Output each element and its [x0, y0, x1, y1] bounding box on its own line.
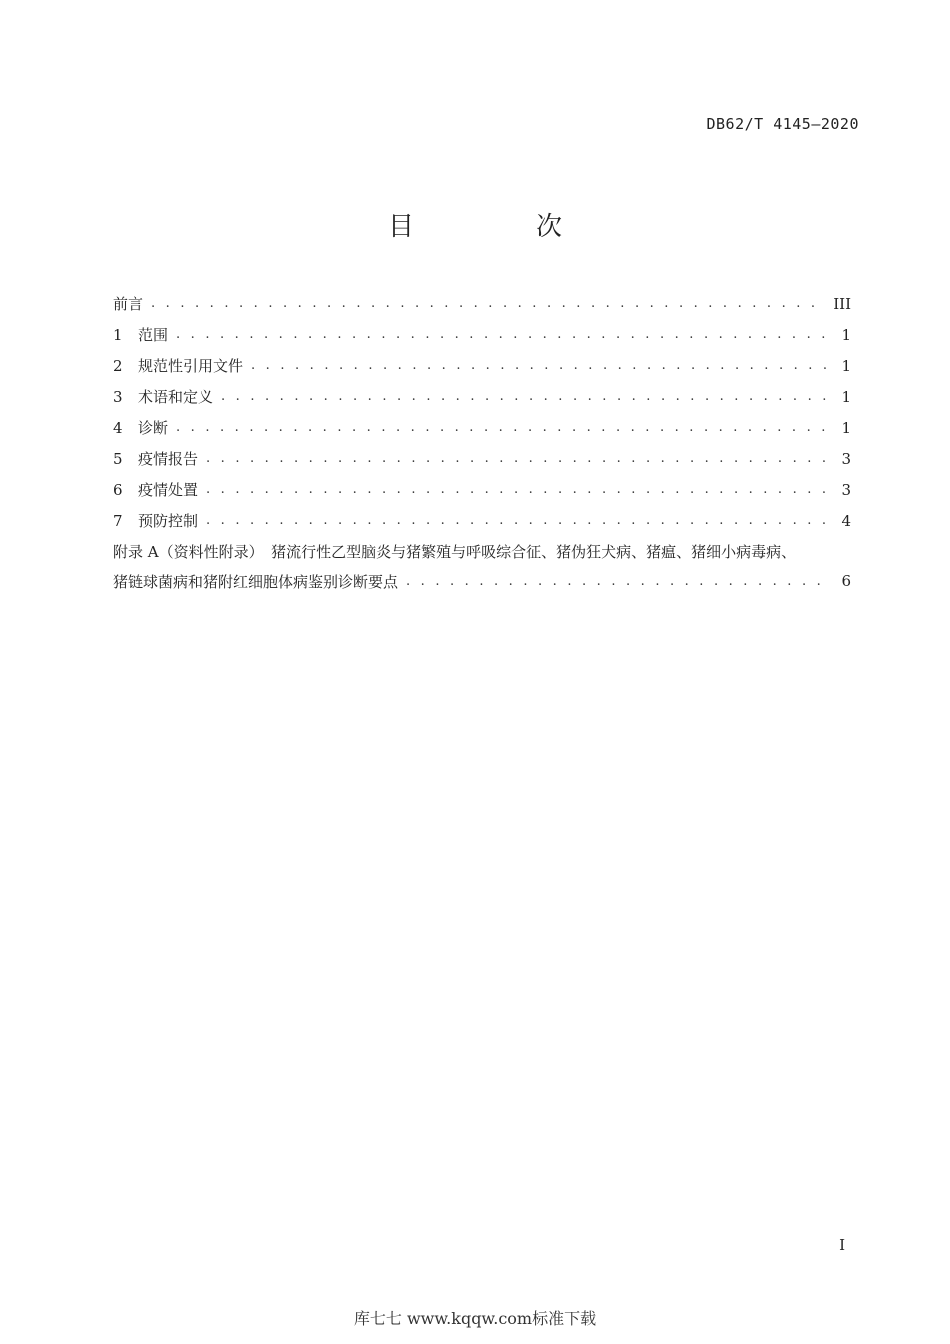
- toc-leader-dots: [251, 358, 829, 373]
- toc-page: 3: [841, 480, 851, 499]
- toc-page: 1: [841, 356, 851, 375]
- toc-entry-7[interactable]: [113, 505, 851, 536]
- toc-leader-dots: [176, 420, 829, 435]
- toc-page: 1: [841, 325, 851, 344]
- toc-entry-1[interactable]: [113, 319, 851, 350]
- toc-leader-dots: [151, 296, 825, 311]
- toc-page: 1: [841, 418, 851, 437]
- toc-appendix-label: 附录 A（资料性附录） 猪流行性乙型脑炎与猪繁殖与呼吸综合征、猪伪狂犬病、猪瘟、猪细小病毒病、: [113, 543, 797, 561]
- toc-label: 疫情处置: [138, 481, 199, 499]
- toc-label: 术语和定义: [138, 388, 214, 406]
- toc-leader-dots: [206, 513, 829, 528]
- toc-label: 范围: [138, 326, 169, 344]
- toc-entry-2[interactable]: [113, 350, 851, 381]
- toc-number: 1: [113, 325, 123, 344]
- toc-page: 6: [841, 572, 851, 590]
- toc-label: 疫情报告: [138, 450, 199, 468]
- toc-number: 6: [113, 480, 123, 499]
- toc-page: III: [833, 294, 851, 313]
- table-of-contents: [113, 288, 851, 595]
- toc-entry-5[interactable]: [113, 443, 851, 474]
- toc-entry-foreword[interactable]: [113, 288, 851, 319]
- toc-label: 前言: [113, 295, 144, 313]
- toc-leader-dots: [176, 327, 829, 342]
- toc-page: 4: [841, 511, 851, 530]
- toc-appendix-label-cont: 猪链球菌病和猪附红细胞体病鉴别诊断要点: [113, 572, 399, 591]
- toc-leader-dots: [221, 389, 829, 404]
- footer-watermark: 库七七 www.kqqw.com标准下载: [353, 1309, 597, 1328]
- toc-number: 2: [113, 356, 123, 375]
- toc-leader-dots: [206, 482, 829, 497]
- toc-label: 规范性引用文件: [138, 357, 244, 375]
- toc-entry-6[interactable]: [113, 474, 851, 505]
- toc-number: 7: [113, 511, 123, 530]
- toc-page: 1: [841, 387, 851, 406]
- toc-entry-4[interactable]: [113, 412, 851, 443]
- toc-label: 预防控制: [138, 512, 199, 530]
- toc-leader-dots: [206, 451, 829, 466]
- toc-number: 4: [113, 418, 123, 437]
- standard-code: DB62/T 4145—2020: [706, 115, 859, 133]
- toc-label: 诊断: [138, 419, 169, 437]
- toc-number: 3: [113, 387, 123, 406]
- toc-page: 3: [841, 449, 851, 468]
- toc-entry-appendix-a[interactable]: [113, 536, 851, 595]
- toc-number: 5: [113, 449, 123, 468]
- toc-leader-dots: [406, 574, 829, 589]
- page-folio: I: [839, 1236, 845, 1254]
- toc-entry-3[interactable]: [113, 381, 851, 412]
- page-title: 目 次: [387, 212, 610, 242]
